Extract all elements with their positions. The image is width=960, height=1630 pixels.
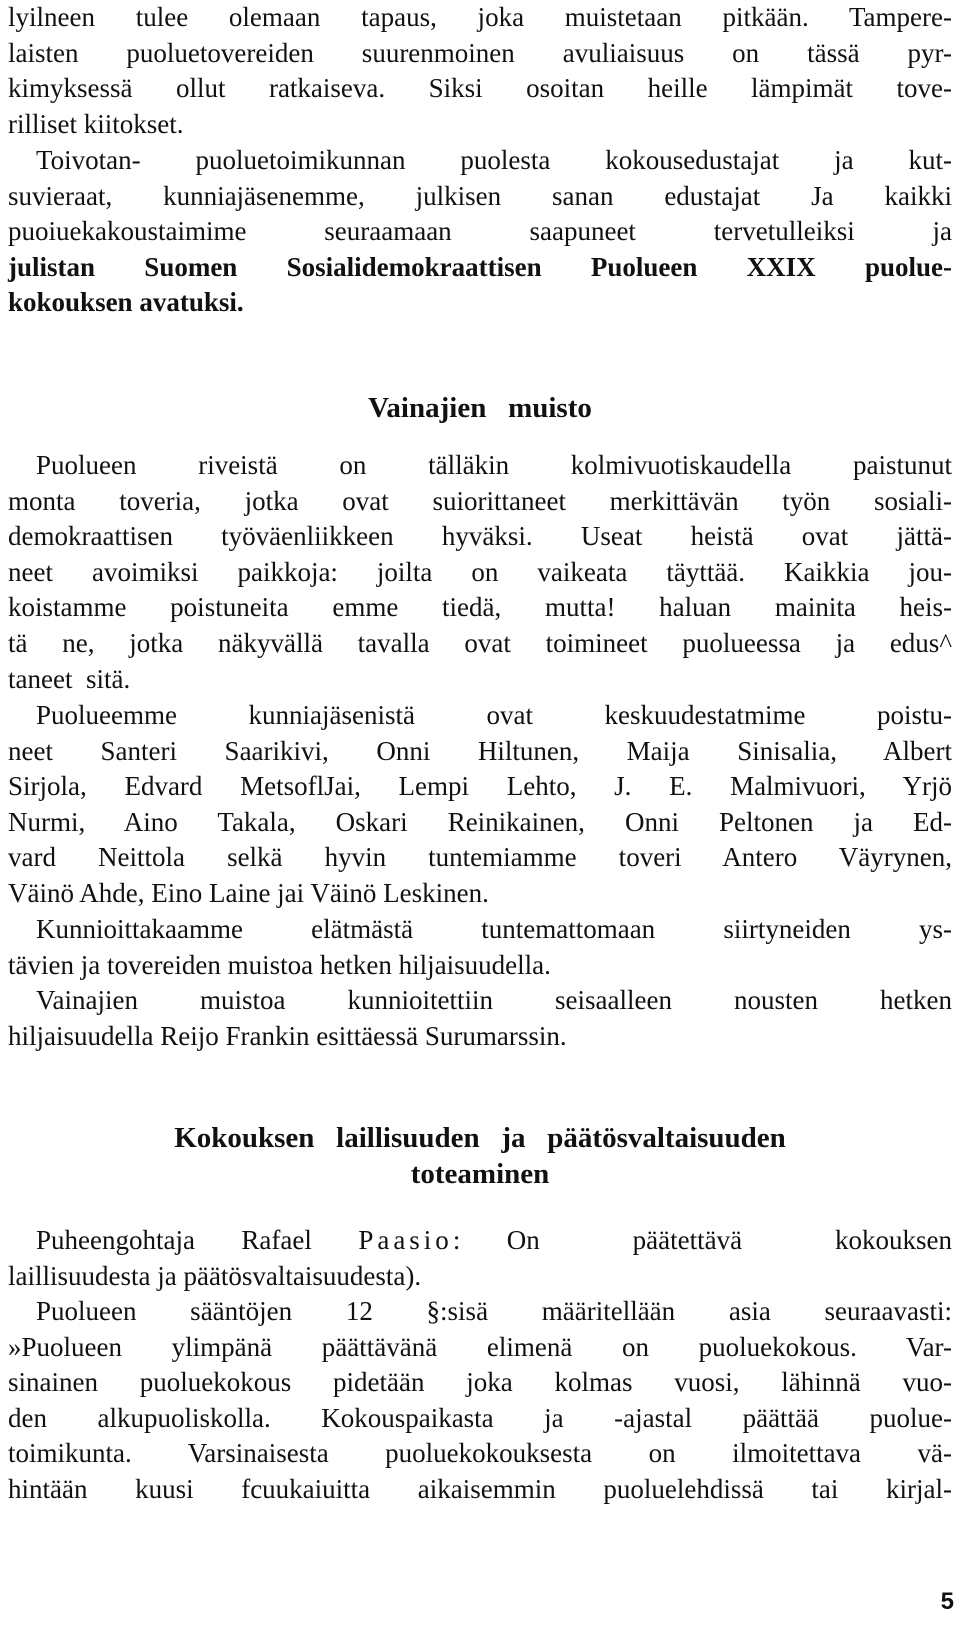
text-line: Kunnioittakaamme elätmästä tuntemattomaan siirtyneiden ys- bbox=[36, 914, 952, 944]
text-line: Toivotan- puoluetoimikunnan puolesta kokousedustajat ja kut- bbox=[36, 145, 952, 175]
text-line-bold: kokouksen avatuksi. bbox=[8, 287, 244, 318]
text-line bbox=[8, 1223, 952, 1259]
text-line: neet Santeri Saarikivi, Onni Hiltunen, Maija Sinisalia, Albert bbox=[8, 735, 952, 766]
legality-paragraph-1 bbox=[8, 1223, 952, 1294]
text-line: neet avoimiksi paikkoja: joilta on vaikeata täyttää. Kaikkia jou- bbox=[8, 556, 952, 587]
text-line: Puolueen sääntöjen 12 §:sisä määritellään asia seuraavasti: bbox=[36, 1296, 952, 1326]
heading-line: toteaminen bbox=[410, 1158, 550, 1190]
text-line: den alkupuoliskolla. Kokouspaikasta ja -ajastal päättää puolue- bbox=[8, 1402, 952, 1433]
text-line: demokraattisen työväenliikkeen hyväksi. Useat heistä ovat jättä- bbox=[8, 521, 952, 552]
memorial-paragraph-3 bbox=[8, 912, 952, 983]
text-line: Nurmi, Aino Takala, Oskari Reinikainen, Onni Peltonen ja Ed- bbox=[8, 806, 952, 837]
speaker-prefix: Puheengohtaja Rafael bbox=[36, 1225, 359, 1255]
memorial-paragraph-2 bbox=[8, 698, 952, 912]
text-line: monta toveria, jotka ovat suiorittaneet merkittävän työn sosiali- bbox=[8, 485, 952, 516]
text-line: »Puolueen ylimpänä päättävänä elimenä on puoluekokous. Var- bbox=[8, 1331, 952, 1362]
text-line: lyilneen tulee olemaan tapaus, joka muistetaan pitkään. Tampere- bbox=[8, 2, 952, 32]
text-line: Puolueemme kunniajäsenistä ovat keskuudestatmime poistu- bbox=[36, 700, 952, 730]
text-line: tävien ja tovereiden muistoa hetken hiljaisuudella. bbox=[8, 949, 551, 980]
text-line: koistamme poistuneita emme tiedä, mutta! haluan mainita heis- bbox=[8, 592, 952, 623]
legality-heading bbox=[8, 1120, 952, 1192]
memorial-paragraph-4 bbox=[8, 983, 952, 1054]
text-line: sinainen puoluekokous pidetään joka kolmas vuosi, lähinnä vuo- bbox=[8, 1367, 952, 1398]
text-line: hiljaisuudella Reijo Frankin esittäessä Surumarssin. bbox=[8, 1020, 567, 1051]
text-line: puoiuekakoustaimime seuraamaan saapuneet tervetulleiksi ja bbox=[8, 216, 952, 247]
speaker-statement: : On päätettävä kokouksen bbox=[452, 1225, 952, 1255]
text-line: rilliset kiitokset. bbox=[8, 108, 184, 139]
text-line: laillisuudesta ja päätösvaltaisuudesta). bbox=[8, 1260, 422, 1291]
memorial-heading: Vainajien muisto bbox=[368, 392, 592, 424]
text-line: Puolueen riveistä on tälläkin kolmivuotiskaudella paistunut bbox=[36, 450, 952, 480]
text-line: Vainajien muistoa kunnioitettiin seisaalleen nousten hetken bbox=[36, 985, 952, 1015]
memorial-paragraph-1 bbox=[8, 448, 952, 697]
text-line: Väinö Ahde, Eino Laine jai Väinö Leskinen. bbox=[8, 877, 489, 908]
text-line-bold: julistan Suomen Sosialidemokraattisen Puolueen XXIX puolue- bbox=[8, 251, 952, 282]
page-number: 5 bbox=[940, 1588, 954, 1615]
text-line: Sirjola, Edvard MetsoflJai, Lempi Lehto, J. E. Malmivuori, Yrjö bbox=[8, 771, 952, 802]
intro-paragraph bbox=[8, 0, 952, 142]
text-line: toimikunta. Varsinaisesta puoluekokouksesta on ilmoitettava vä- bbox=[8, 1438, 952, 1469]
text-line: hintään kuusi fcuukaiuitta aikaisemmin puoluelehdissä tai kirjal- bbox=[8, 1473, 952, 1504]
legality-paragraph-2 bbox=[8, 1294, 952, 1508]
text-line: vard Neittola selkä hyvin tuntemiamme toveri Antero Väyrynen, bbox=[8, 842, 952, 873]
opening-paragraph bbox=[8, 143, 952, 321]
text-line: taneet sitä. bbox=[8, 663, 131, 694]
speaker-name: Paasio bbox=[358, 1225, 453, 1255]
heading-line: Kokouksen laillisuuden ja päätösvaltaisuuden bbox=[174, 1122, 786, 1154]
text-line: suvieraat, kunniajäsenemme, julkisen sanan edustajat Ja kaikki bbox=[8, 180, 952, 211]
text-line: tä ne, jotka näkyvällä tavalla ovat toimineet puolueessa ja edus^ bbox=[8, 627, 952, 658]
text-line: kimyksessä ollut ratkaiseva. Siksi osoitan heille lämpimät tove- bbox=[8, 73, 952, 104]
text-line: laisten puoluetovereiden suurenmoinen avuliaisuus on tässä pyr- bbox=[8, 37, 952, 68]
